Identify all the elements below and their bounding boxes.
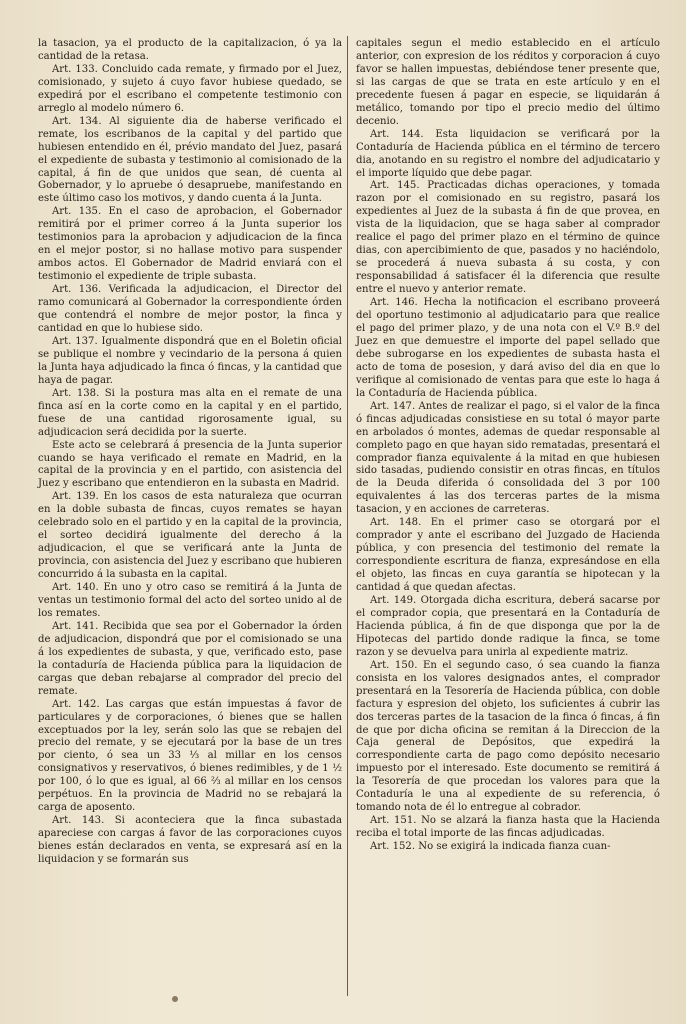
paragraph: Art. 151. No se alzará la fianza hasta que la Hacienda reciba el total importe de las fincas adjudicadas. — [356, 815, 660, 840]
left-text-column — [38, 38, 342, 867]
paragraph: Art. 141. Recibida que sea por el Gobernador la órden de adjudicacion, dispondrá que por el comisionado se una á los expedientes de subasta, y que, verificado esto, pase la contaduría de Hacienda pública para la liquidacion de cargas que deban rebajarse al comprador del precio del remate. — [38, 620, 342, 697]
paragraph: Art. 147. Antes de realizar el pago, si el valor de la finca ó fincas adjudicadas consistiese en su total ó mayor parte en arbolados ó montes, ademas de quedar responsable al completo pago en que hayan sido rematadas, presentará el comprador fianza equivalente á la mitad en que hubiesen sido tasadas, pudiendo consistir en otras fincas, en títulos de la Deuda diferida ó consolidada del 3 por 100 equivalentes á las dos terceras partes de la misma tasacion, y en acciones de carreteras. — [356, 400, 660, 516]
right-text-column — [356, 38, 660, 854]
paragraph: Art. 148. En el primer caso se otorgará por el comprador y ante el escribano del Juzgado de Hacienda pública, y con presencia del testimonio del remate la correspondiente escritura de fianza, expresándose en ella el objeto, las fincas en cuya garantía se hipotecan y la cantidad á que quedan afectas. — [356, 517, 660, 594]
paragraph: Art. 139. En los casos de esta naturaleza que ocurran en la doble subasta de fincas, cuyos remates se hayan celebrado solo en el partido y en la capital de la provincia, el sorteo decidirá igualmente del derecho á la adjudicacion, el que se verificará ante la Junta de provincia, con asistencia del Juez y escribano que hubieren concurrido á la subasta en la capital. — [38, 491, 342, 581]
paragraph: Art. 137. Igualmente dispondrá que en el Boletin oficial se publique el nombre y vecindario de la persona á quien la Junta haya adjudicado la finca ó fincas, y la cantidad que haya de pagar. — [38, 335, 342, 386]
paragraph: Art. 140. En uno y otro caso se remitirá á la Junta de ventas un testimonio formal del acto del sorteo unido al de los remates. — [38, 582, 342, 619]
paragraph: Art. 143. Si aconteciera que la finca subastada apareciese con cargas á favor de las corporaciones cuyos bienes están declarados en venta, se expresará así en la liquidacion y se formarán sus — [38, 815, 342, 866]
column-divider — [347, 36, 348, 996]
paragraph: Art. 136. Verificada la adjudicacion, el Director del ramo comunicará al Gobernador la correspondiente órden que contendrá el nombre de mejor postor, la finca y cantidad en que lo hubiese sido. — [38, 284, 342, 334]
paragraph: Art. 150. En el segundo caso, ó sea cuando la fianza consista en los valores designados antes, el comprador presentará en la Tesorería de Hacienda pública, con doble factura y espresion del objeto, los suficientes á cubrir las dos terceras partes de la tasacion de la finca ó fincas, á fin de que por dicha oficina se remitan á la Direccion de la Caja general de Depósitos, que expedirá la correspondiente carta de pago como depósito necesario impuesto por el interesado. Este documento se remitirá á la Tesorería de que procedan los valores para que la Contaduría le una al expediente de su referencia, ó tomando nota de él lo entregue al cobrador. — [356, 659, 660, 814]
paragraph: Art. 144. Esta liquidacion se verificará por la Contaduría de Hacienda pública en el término de tercero dia, anotando en su registro el nombre del adjudicatario y el importe líquido que debe pagar. — [356, 128, 660, 179]
paragraph: Art. 152. No se exigirá la indicada fianza cuan- — [370, 841, 611, 853]
paragraph: Art. 146. Hecha la notificacion el escribano proveerá del oportuno testimonio al adjudicatario para que realice el pago del primer plazo, y de una nota con el V.º B.º del Juez en que demuestre el importe del papel sellado que debe subrogarse en los expedientes de subasta hasta el acto de toma de posesion, y dará aviso del dia en que lo verifique al comisionado de ventas para que este lo haga á la Contaduría de Hacienda pública. — [356, 297, 660, 399]
paragraph: Art. 133. Concluido cada remate, y firmado por el Juez, comisionado, y sujeto á cuyo favor hubiese quedado, se expedirá por el escribano el competente testimonio con arreglo al modelo número 6. — [38, 63, 342, 114]
paragraph: Art. 135. En el caso de aprobacion, el Gobernador remitirá por el primer correo á la Junta superior los testimonios para la aprobacion y adjudicacion de la finca en el mejor postor, si no hallase motivo para suspender ambos actos. El Gobernador de Madrid enviará con el testimonio el expediente de triple subasta. — [38, 206, 342, 283]
paragraph: la tasacion, ya el producto de la capitalizacion, ó ya la cantidad de la retasa. — [38, 38, 342, 62]
paragraph: Art. 134. Al siguiente dia de haberse verificado el remate, los escribanos de la capital y del partido que hubiesen entendido en él, prévio mandato del Juez, pasará el expediente de subasta y testimonio al comisionado de la capital, á fin de que unidos que sean, dé cuenta al Gobernador, y lo apruebe ó desapruebe, manifestando en este último caso los motivos, y dando cuenta á la Junta. — [38, 115, 342, 205]
paragraph: Art. 142. Las cargas que están impuestas á favor de particulares y de corporaciones, ó bienes que se hallen exceptuados por la ley, serán solo las que se rebajen del precio del remate, y se ejecutará por la base de un tres por ciento, ó sea un 33 ⅓ al millar en los censos consignativos y reservativos, ó bienes redimibles, y de 1 ½ por 100, ó lo que es igual, al 66 ⅔ al millar en los censos perpétuos. En la provincia de Madrid no se rebajará la carga de aposento. — [38, 698, 342, 814]
paragraph: Art. 149. Otorgada dicha escritura, deberá sacarse por el comprador copia, que presentará en la Contaduría de Hacienda pública, á fin de que disponga que por la de Hipotecas del partido donde radique la finca, se tome razon y se devuelva para unirla al expediente matriz. — [356, 594, 660, 658]
ornament-dot — [172, 996, 178, 1002]
paragraph: capitales segun el medio establecido en el artículo anterior, con expresion de los réditos y corporacion á cuyo favor se hallen impuestas, debiéndose tener presente que, si las cargas de que se trata en este artículo y en el precedente fuesen á pagar en especie, se liquidarán á metálico, tomando por tipo el precio medio del último decenio. — [356, 38, 660, 127]
paragraph: Art. 138. Si la postura mas alta en el remate de una finca así en la corte como en la capital y en el partido, fuese de una cantidad rigorosamente igual, su adjudicacion será decidida por la suerte. — [38, 387, 342, 438]
paragraph: Este acto se celebrará á presencia de la Junta superior cuando se haya verificado el remate en Madrid, en la capital de la provincia y en el partido, con asistencia del Juez y escribano que entendieron en la subasta en Madrid. — [38, 439, 342, 490]
paragraph: Art. 145. Practicadas dichas operaciones, y tomada razon por el comisionado en su registro, pasará los expedientes al Juez de la subasta á fin de que provea, en vista de la liquidacion, que se haga saber al comprador realice el pago del primer plazo en el término de quince dias, con apercibimiento de que, pasados y no haciéndolo, se procederá á nueva subasta á su costa, y con responsabilidad á satisfacer él la diferencia que resulte entre el nuevo y anterior remate. — [356, 180, 660, 296]
